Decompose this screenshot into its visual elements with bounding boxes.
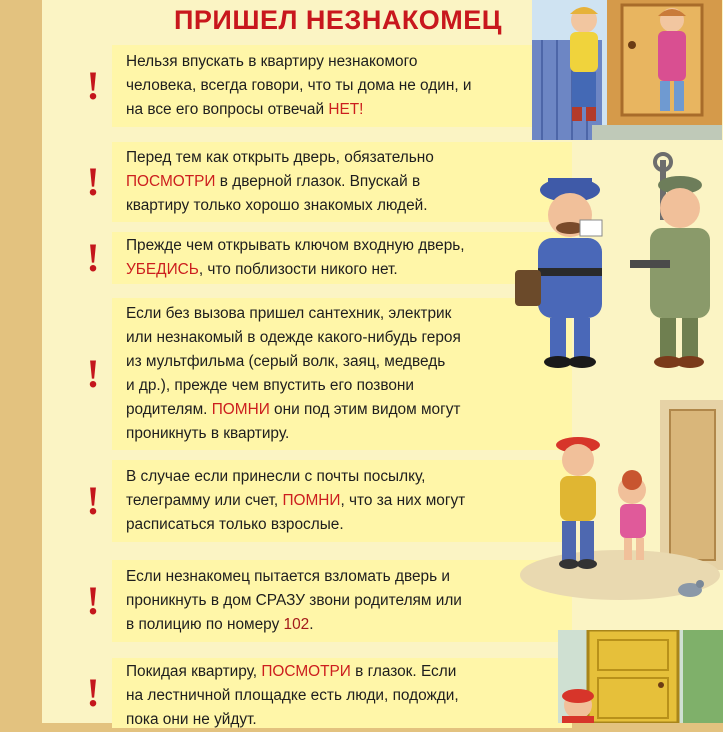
rule-line [126, 660, 566, 684]
rule-2 [82, 142, 572, 222]
children-walking-illustration [520, 400, 723, 610]
rule-line [126, 589, 566, 613]
rule-text [126, 465, 566, 537]
exclamation-icon: ! [86, 235, 100, 280]
rule-line-text: или незнакомый в одежде какого-нибудь героя [126, 329, 461, 346]
rule-line-text: они под этим видом могут [269, 401, 461, 418]
rule-line [126, 489, 566, 513]
highlighted-word: ПОСМОТРИ [126, 173, 216, 190]
poster [42, 0, 723, 728]
rule-line [126, 146, 566, 170]
rule-line-text: Покидая квартиру, [126, 663, 262, 680]
rule-line [126, 513, 566, 537]
children-at-door-illustration [532, 0, 722, 140]
exclamation-icon: ! [86, 351, 100, 396]
postman-and-plumber-illustration [510, 150, 715, 380]
rule-line [126, 565, 566, 589]
rule-line-text: пока они не уйдут. [126, 711, 257, 728]
rule-6 [82, 560, 572, 642]
rule-line-text: в полицию по номеру [126, 616, 284, 633]
rule-line-text: Если незнакомец пытается взломать дверь и [126, 568, 450, 585]
rule-line-text: и др.), прежде чем впустить его позвони [126, 377, 415, 394]
rule-line-text: проникнуть в квартиру. [126, 425, 290, 442]
rule-5 [82, 460, 572, 542]
exclamation-icon: ! [86, 478, 100, 523]
highlighted-word: ПОМНИ [211, 401, 270, 418]
rule-line [126, 708, 566, 732]
highlighted-word: НЕТ! [328, 101, 364, 118]
rule-line [126, 302, 566, 326]
rule-line-text: , что за них могут [340, 492, 466, 509]
rule-4 [82, 298, 572, 450]
yellow-door-illustration [558, 630, 723, 723]
rule-line [126, 50, 566, 74]
exclamation-icon: ! [86, 578, 100, 623]
rule-text [126, 146, 566, 218]
rule-line [126, 398, 566, 422]
rule-line-text: проникнуть в дом СРАЗУ звони родителям или [126, 592, 462, 609]
rule-7 [82, 658, 572, 728]
rule-line-text: родителям. [126, 401, 212, 418]
highlighted-word: УБЕДИСЬ [126, 261, 199, 278]
rule-line-text: в глазок. Если [350, 663, 457, 680]
rule-text [126, 302, 566, 446]
rule-line-text: на лестничной площадке есть люди, подожди, [126, 687, 459, 704]
rule-1 [82, 45, 572, 127]
rule-line-text: В случае если принесли с почты посылку, [126, 468, 426, 485]
poster-title: ПРИШЕЛ НЕЗНАКОМЕЦ [174, 5, 503, 35]
rule-line [126, 465, 566, 489]
rule-text [126, 234, 566, 282]
phone-number: 102 [283, 616, 310, 633]
exclamation-icon: ! [86, 670, 100, 715]
rule-line-text: телеграмму или счет, [126, 492, 283, 509]
rule-text [126, 565, 566, 637]
rule-line [126, 258, 566, 282]
rule-line [126, 374, 566, 398]
rule-line-text: человека, всегда говори, что ты дома не один, и [126, 77, 472, 94]
rule-line-text: . [309, 616, 314, 633]
highlighted-word: ПОМНИ [282, 492, 341, 509]
exclamation-icon: ! [86, 159, 100, 204]
rule-line-text: на все его вопросы отвечай [126, 101, 329, 118]
rule-line-text: , что поблизости никого нет. [198, 261, 398, 278]
rule-3 [82, 232, 572, 284]
rule-line-text: в дверной глазок. Впускай в [215, 173, 421, 190]
rule-line [126, 98, 566, 122]
rule-line-text: Перед тем как открыть дверь, обязательно [126, 149, 434, 166]
rule-line [126, 74, 566, 98]
exclamation-icon: ! [86, 63, 100, 108]
rule-line [126, 422, 566, 446]
rule-text [126, 50, 566, 122]
rule-line-text: расписаться только взрослые. [126, 516, 344, 533]
rule-line [126, 684, 566, 708]
rule-line-text: из мультфильма (серый волк, заяц, медведь [126, 353, 446, 370]
highlighted-word: ПОСМОТРИ [261, 663, 351, 680]
rule-line [126, 326, 566, 350]
rule-line-text: Если без вызова пришел сантехник, электрик [126, 305, 452, 322]
rule-line-text: Прежде чем открывать ключом входную дверь, [126, 237, 465, 254]
rule-line [126, 170, 566, 194]
rule-line [126, 234, 566, 258]
rule-line [126, 613, 566, 637]
rule-line [126, 194, 566, 218]
rule-line-text: Нельзя впускать в квартиру незнакомого [126, 53, 418, 70]
rule-line [126, 350, 566, 374]
rule-line-text: квартиру только хорошо знакомых людей. [126, 197, 428, 214]
rule-text [126, 660, 566, 732]
